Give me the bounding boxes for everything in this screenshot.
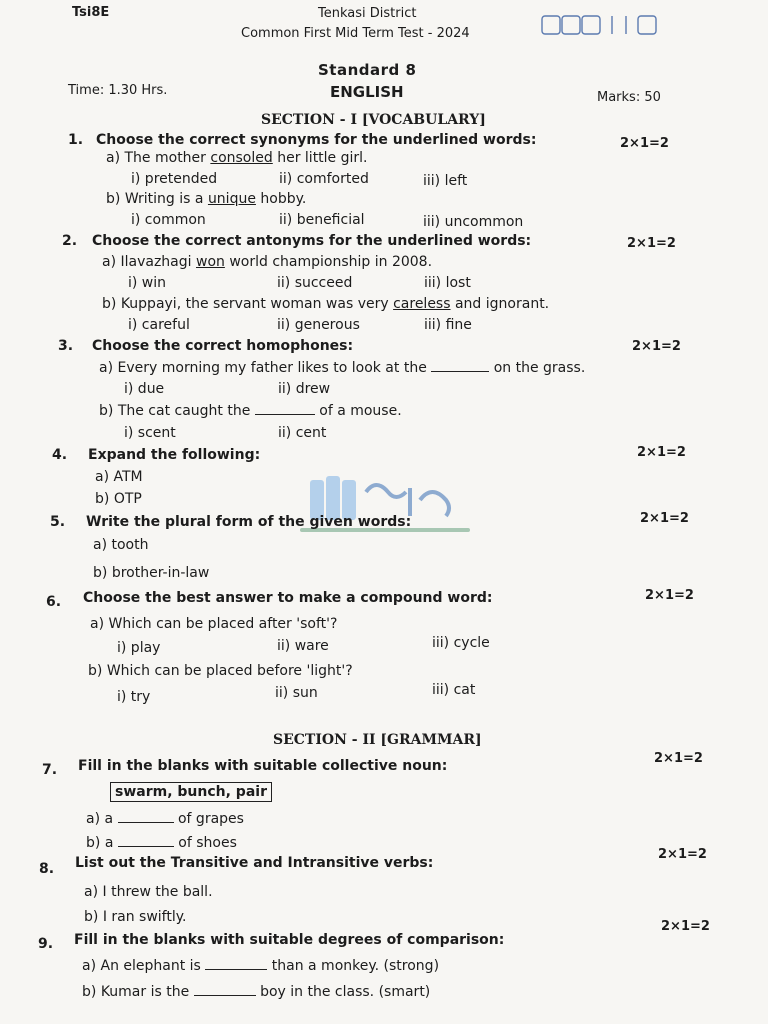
q9b-post: boy in the class. (smart) bbox=[255, 984, 431, 1000]
building-logo-icon bbox=[300, 470, 480, 550]
q9b-label: b) bbox=[82, 984, 97, 1000]
q3b-label: b) bbox=[99, 403, 114, 419]
q1b-underlined: unique bbox=[207, 191, 256, 207]
q1a-pre: The mother bbox=[124, 150, 211, 166]
section-2-title: SECTION - II [GRAMMAR] bbox=[273, 732, 482, 748]
marks-label: Marks: 50 bbox=[597, 90, 661, 105]
q2b-option-2: ii) generous bbox=[277, 317, 360, 333]
q1b bbox=[106, 191, 306, 207]
q1b-label: b) bbox=[106, 191, 121, 207]
q6a-text: Which can be placed after 'soft'? bbox=[108, 616, 338, 632]
q9b-blank[interactable] bbox=[194, 983, 256, 996]
q9-number: 9. bbox=[38, 936, 54, 952]
q1b-post: hobby. bbox=[255, 191, 307, 207]
q7a-post: of grapes bbox=[173, 811, 244, 827]
q8a-text: I threw the ball. bbox=[102, 884, 213, 900]
q2b-underlined: careless bbox=[393, 296, 451, 312]
q7a bbox=[86, 810, 244, 827]
q2b-post: and ignorant. bbox=[450, 296, 550, 312]
q4b-label: b) bbox=[95, 491, 110, 507]
q8b bbox=[84, 909, 186, 925]
subject-label: ENGLISH bbox=[330, 83, 404, 101]
q6b-label: b) bbox=[88, 663, 103, 679]
q2b bbox=[102, 296, 549, 312]
q5-text: Write the plural form of the given words: bbox=[86, 514, 412, 530]
q7b-label: b) bbox=[86, 835, 101, 851]
q6b-text: Which can be placed before 'light'? bbox=[106, 663, 353, 679]
q3a-blank[interactable] bbox=[431, 359, 489, 372]
q9a-label: a) bbox=[82, 958, 97, 974]
q2a bbox=[102, 254, 432, 270]
exam-title: Common First Mid Term Test - 2024 bbox=[241, 26, 470, 41]
q6b-option-2: ii) sun bbox=[275, 685, 318, 701]
q6a bbox=[90, 616, 337, 632]
q5b bbox=[93, 565, 209, 581]
district-name: Tenkasi District bbox=[318, 6, 417, 21]
q6b-option-3: iii) cat bbox=[432, 682, 476, 698]
q2a-option-3: iii) lost bbox=[424, 275, 471, 291]
q1a-label: a) bbox=[106, 150, 121, 166]
q2b-option-3: iii) fine bbox=[424, 317, 472, 333]
q6a-label: a) bbox=[90, 616, 105, 632]
q8-number: 8. bbox=[39, 861, 55, 877]
q6a-option-3: iii) cycle bbox=[432, 635, 490, 651]
q7a-pre: a bbox=[104, 811, 118, 827]
q4-number: 4. bbox=[52, 447, 68, 463]
q7b-pre: a bbox=[104, 835, 118, 851]
q9a-blank[interactable] bbox=[205, 957, 267, 970]
q2b-label: b) bbox=[102, 296, 117, 312]
q3a-label: a) bbox=[99, 360, 114, 376]
q5a bbox=[93, 537, 148, 553]
q3b-blank[interactable] bbox=[255, 402, 315, 415]
paper-code: Tsi8E bbox=[72, 5, 110, 20]
q4a bbox=[95, 469, 143, 485]
q1b-option-1: i) common bbox=[131, 212, 206, 228]
q3-marks: 2×1=2 bbox=[632, 339, 681, 354]
q3b-option-2: ii) cent bbox=[278, 425, 327, 441]
q2a-pre: Ilavazhagi bbox=[120, 254, 196, 270]
q5b-label: b) bbox=[93, 565, 108, 581]
q5b-text: brother-in-law bbox=[111, 565, 210, 581]
q5-number: 5. bbox=[50, 514, 66, 530]
q4b bbox=[95, 491, 142, 507]
q6-marks: 2×1=2 bbox=[645, 588, 694, 603]
q1b-option-3: iii) uncommon bbox=[423, 214, 524, 230]
q2a-option-2: ii) succeed bbox=[277, 275, 353, 291]
q9-marks: 2×1=2 bbox=[661, 919, 710, 934]
q7-text: Fill in the blanks with suitable collective noun: bbox=[78, 758, 448, 774]
q2a-post: world championship in 2008. bbox=[224, 254, 433, 270]
q3a-option-2: ii) drew bbox=[278, 381, 331, 397]
q7-marks: 2×1=2 bbox=[654, 751, 703, 766]
q6-number: 6. bbox=[46, 594, 62, 610]
q1b-option-2: ii) beneficial bbox=[279, 212, 365, 228]
q1a bbox=[106, 150, 368, 166]
q7b bbox=[86, 834, 237, 851]
q2a-option-1: i) win bbox=[128, 275, 167, 291]
q3a-pre: Every morning my father likes to look at the bbox=[117, 360, 432, 376]
q4a-text: ATM bbox=[113, 469, 143, 485]
q3a-option-1: i) due bbox=[124, 381, 165, 397]
q3b-pre: The cat caught the bbox=[117, 403, 255, 419]
q2-text: Choose the correct antonyms for the underlined words: bbox=[92, 233, 532, 249]
time-label: Time: 1.30 Hrs. bbox=[68, 83, 168, 98]
standard-label: Standard 8 bbox=[318, 61, 417, 79]
q1b-pre: Writing is a bbox=[124, 191, 208, 207]
q8b-text: I ran swiftly. bbox=[102, 909, 187, 925]
q6a-option-2: ii) ware bbox=[277, 638, 329, 654]
q6b-option-1: i) try bbox=[117, 689, 151, 705]
q7b-post: of shoes bbox=[173, 835, 237, 851]
q4a-label: a) bbox=[95, 469, 110, 485]
q5a-label: a) bbox=[93, 537, 108, 553]
q3-text: Choose the correct homophones: bbox=[92, 338, 354, 354]
q3-number: 3. bbox=[58, 338, 74, 354]
roll-number-boxes bbox=[540, 12, 666, 38]
q1a-option-3: iii) left bbox=[423, 173, 468, 189]
q1a-option-2: ii) comforted bbox=[279, 171, 369, 187]
q6a-option-1: i) play bbox=[117, 640, 161, 656]
q4-text: Expand the following: bbox=[88, 447, 261, 463]
q9b-pre: Kumar is the bbox=[100, 984, 194, 1000]
q9a-pre: An elephant is bbox=[100, 958, 206, 974]
q7-number: 7. bbox=[42, 762, 58, 778]
q2b-option-1: i) careful bbox=[128, 317, 190, 333]
q1-number: 1. bbox=[68, 132, 84, 148]
section-1-title: SECTION - I [VOCABULARY] bbox=[261, 112, 486, 128]
q1a-underlined: consoled bbox=[210, 150, 273, 166]
q2-marks: 2×1=2 bbox=[627, 236, 676, 251]
q5a-text: tooth bbox=[111, 537, 149, 553]
q8a bbox=[84, 884, 213, 900]
q7a-label: a) bbox=[86, 811, 101, 827]
q1a-option-1: i) pretended bbox=[131, 171, 218, 187]
q7a-blank[interactable] bbox=[118, 810, 174, 823]
q4-marks: 2×1=2 bbox=[637, 445, 686, 460]
q7b-blank[interactable] bbox=[118, 834, 174, 847]
q8-marks: 2×1=2 bbox=[658, 847, 707, 862]
q9-text: Fill in the blanks with suitable degrees of comparison: bbox=[74, 932, 505, 948]
q6b bbox=[88, 663, 353, 679]
q2a-label: a) bbox=[102, 254, 117, 270]
q3b-post: of a mouse. bbox=[314, 403, 402, 419]
q3a bbox=[99, 359, 585, 376]
q3b-option-1: i) scent bbox=[124, 425, 176, 441]
q8a-label: a) bbox=[84, 884, 99, 900]
q8-text: List out the Transitive and Intransitive verbs: bbox=[75, 855, 434, 871]
q2a-underlined: won bbox=[196, 254, 225, 270]
q2b-pre: Kuppayi, the servant woman was very bbox=[120, 296, 394, 312]
q7-word-box: swarm, bunch, pair bbox=[110, 782, 272, 802]
q1a-post: her little girl. bbox=[272, 150, 368, 166]
q5-marks: 2×1=2 bbox=[640, 511, 689, 526]
q1-marks: 2×1=2 bbox=[620, 136, 669, 151]
q3b bbox=[99, 402, 402, 419]
q9a bbox=[82, 957, 439, 974]
q9b bbox=[82, 983, 430, 1000]
q6-text: Choose the best answer to make a compound word: bbox=[83, 590, 493, 606]
q2-number: 2. bbox=[62, 233, 78, 249]
q1-text: Choose the correct synonyms for the underlined words: bbox=[96, 132, 537, 148]
q4b-text: OTP bbox=[113, 491, 142, 507]
q3a-post: on the grass. bbox=[489, 360, 586, 376]
q9a-post: than a monkey. (strong) bbox=[267, 958, 440, 974]
q8b-label: b) bbox=[84, 909, 99, 925]
